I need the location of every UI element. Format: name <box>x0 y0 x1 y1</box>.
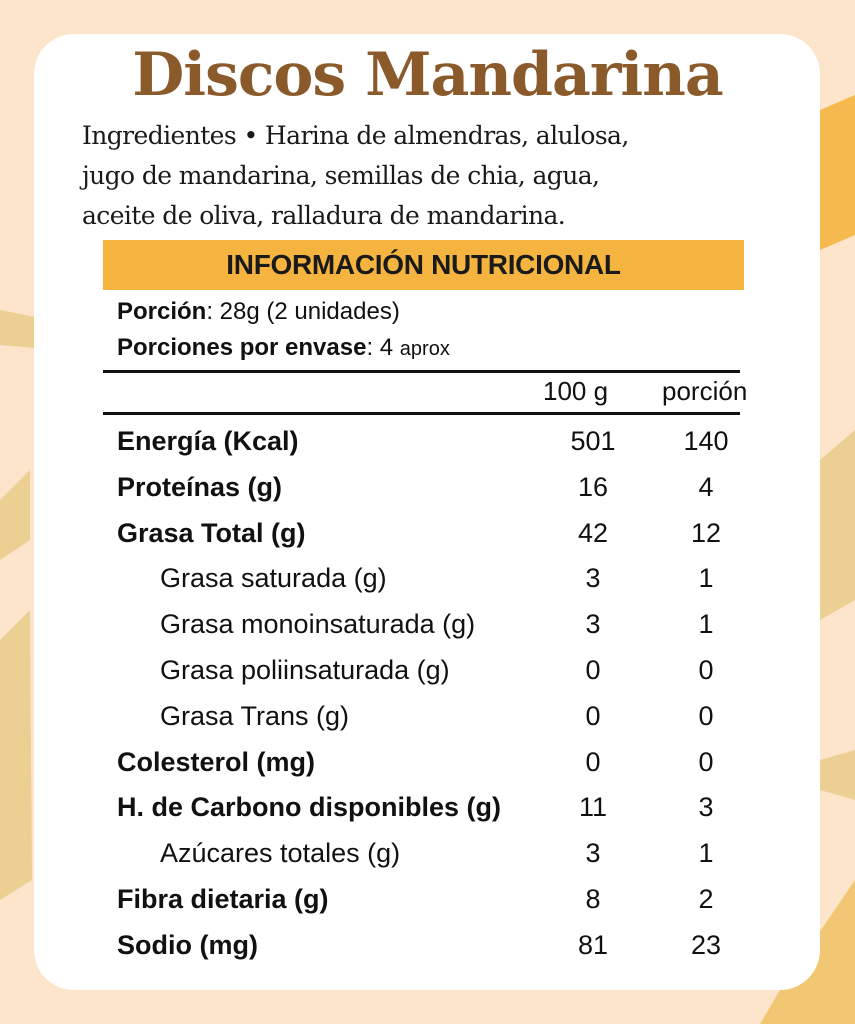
nutrition-row <box>0 790 855 836</box>
value-portion: 0 <box>698 655 714 685</box>
nutrient-label: Azúcares totales (g) <box>160 838 401 869</box>
value-100g: 3 <box>585 609 601 640</box>
nutrient-label: Colesterol (mg) <box>117 746 316 777</box>
nutrition-row <box>0 882 855 928</box>
value-100g: 11 <box>578 792 608 823</box>
servings-value: : 4 <box>366 334 394 361</box>
servings-label: Porciones por envase <box>117 334 367 361</box>
nutrient-label: Grasa Trans (g) <box>160 700 350 731</box>
ingredients-line: Ingredientes • Harina de almendras, alulosa, <box>82 121 629 150</box>
nutrient-label: Grasa saturada (g) <box>160 563 387 594</box>
column-header-portion: porción <box>662 376 748 406</box>
divider-top <box>103 370 740 373</box>
nutrient-label: H. de Carbono disponibles (g) <box>117 792 501 823</box>
value-portion: 1 <box>698 563 714 594</box>
value-portion: 140 <box>683 426 729 456</box>
nutrition-row <box>0 561 855 607</box>
nutrition-row <box>0 470 855 516</box>
portion-line <box>117 298 400 326</box>
nutrition-row <box>0 424 855 470</box>
nutrient-label: Proteínas (g) <box>117 471 283 502</box>
portion-label: Porción <box>117 298 207 325</box>
nutrition-row <box>0 653 855 699</box>
nutrient-label: Grasa Total (g) <box>117 517 306 548</box>
value-100g: 81 <box>577 929 609 960</box>
value-100g: 3 <box>585 838 601 869</box>
nutrition-row <box>0 836 855 882</box>
value-100g: 0 <box>585 655 601 685</box>
column-header-100g: 100 g <box>543 376 609 406</box>
nutrient-label: Fibra dietaria (g) <box>117 884 329 914</box>
divider-header <box>103 412 740 415</box>
value-portion: 0 <box>698 746 714 777</box>
value-portion: 4 <box>698 471 714 502</box>
portion-value: : 28g (2 unidades) <box>206 298 400 325</box>
ingredients-text <box>82 116 812 236</box>
value-portion: 0 <box>698 700 714 731</box>
nutrition-header: INFORMACIÓN NUTRICIONAL <box>103 240 744 290</box>
ingredients-line: jugo de mandarina, semillas de chia, agua, <box>82 161 600 190</box>
nutrient-label: Energía (Kcal) <box>117 426 299 456</box>
product-title: Discos Mandarina <box>132 40 723 110</box>
value-portion: 1 <box>698 838 714 869</box>
value-portion: 1 <box>698 609 714 640</box>
value-portion: 23 <box>690 929 722 960</box>
nutrition-row <box>0 699 855 745</box>
value-100g: 501 <box>570 426 616 456</box>
value-100g: 3 <box>585 563 601 594</box>
value-100g: 16 <box>577 471 609 502</box>
servings-note: aprox <box>399 338 450 360</box>
value-100g: 0 <box>585 700 601 731</box>
nutrition-row <box>0 516 855 562</box>
servings-line <box>117 334 450 362</box>
nutrient-label: Grasa poliinsaturada (g) <box>160 655 450 685</box>
nutrition-row <box>0 928 855 974</box>
value-100g: 8 <box>585 884 601 914</box>
nutrient-label: Grasa monoinsaturada (g) <box>160 609 476 640</box>
value-portion: 12 <box>690 517 722 548</box>
ingredients-line: aceite de oliva, ralladura de mandarina. <box>82 201 566 230</box>
value-portion: 3 <box>698 792 714 823</box>
nutrition-row <box>0 607 855 653</box>
value-portion: 2 <box>698 884 714 914</box>
value-100g: 0 <box>585 746 601 777</box>
nutrition-row <box>0 745 855 791</box>
nutrient-label: Sodio (mg) <box>117 929 258 960</box>
value-100g: 42 <box>577 517 609 548</box>
